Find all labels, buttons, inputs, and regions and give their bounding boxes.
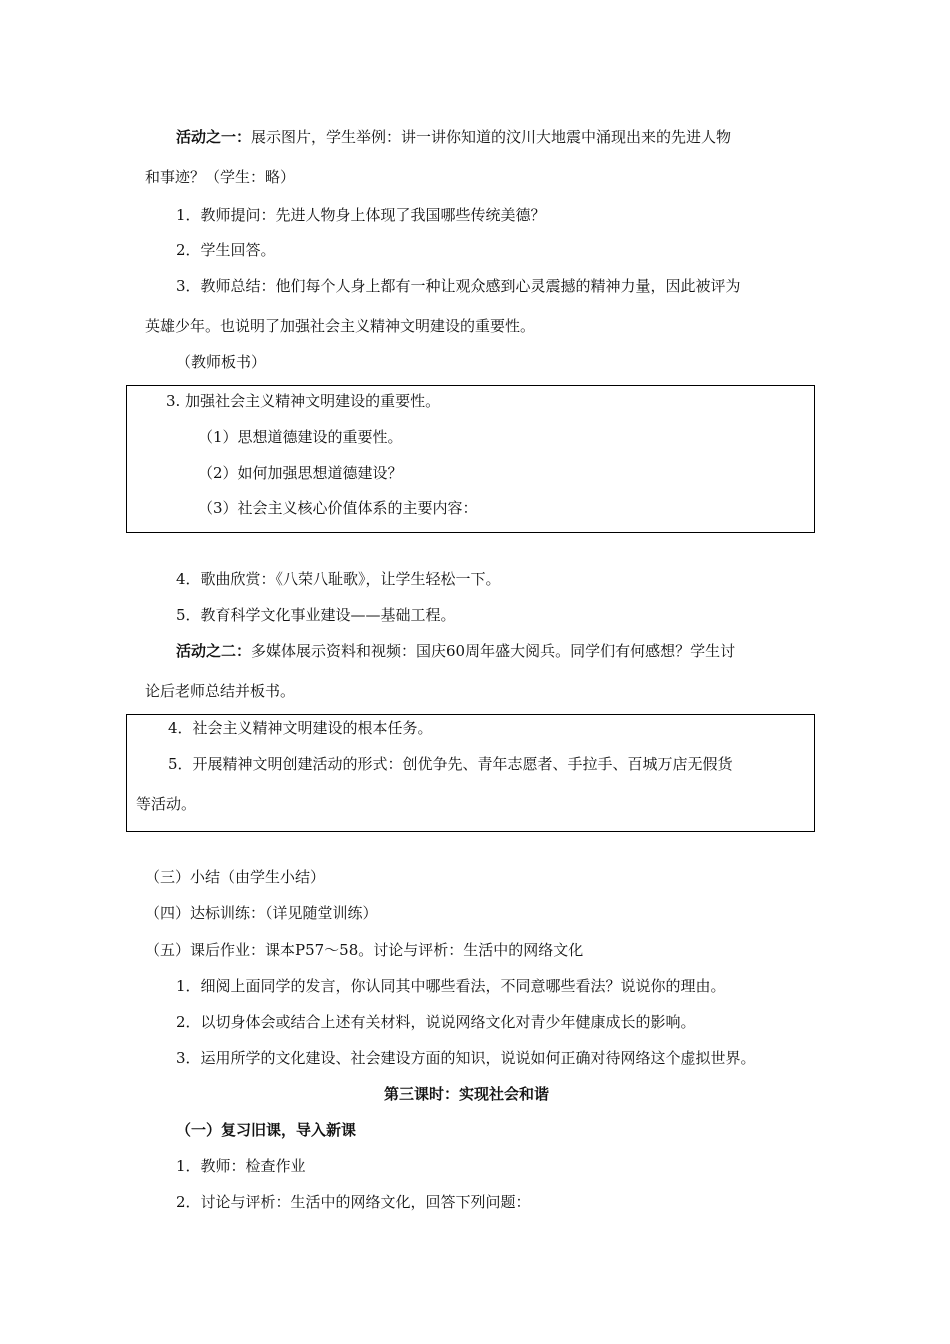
activity2-label: 活动之二： (176, 642, 252, 660)
activity1-label: 活动之一： (176, 128, 252, 146)
box2-line: 4．社会主义精神文明建设的根本任务。 (168, 719, 433, 737)
step-item: 3．教师总结：他们每个人身上都有一种让观众感到心灵震撼的精神力量，因此被评为 (176, 277, 741, 295)
box2-line: 5．开展精神文明创建活动的形式：创优争先、青年志愿者、手拉手、百城万店无假货 (168, 755, 733, 773)
step-item: 1．教师提问：先进人物身上体现了我国哪些传统美德？ (176, 206, 546, 224)
activity2-text-cont: 论后老师总结并板书。 (145, 682, 296, 700)
lesson3-title: 第三课时：实现社会和谐 (384, 1085, 550, 1103)
activity1-paragraph (176, 127, 731, 147)
box1-title: 3. 加强社会主义精神文明建设的重要性。 (166, 392, 441, 410)
step-item: 2．学生回答。 (176, 241, 276, 259)
training-heading: （四）达标训练：（详见随堂训练） (145, 904, 378, 922)
box1-item: （1）思想道德建设的重要性。 (198, 428, 403, 446)
review-item: 2．讨论与评析：生活中的网络文化，回答下列问题： (176, 1193, 531, 1211)
activity1-text-cont: 和事迹？（学生：略） (145, 168, 296, 186)
homework-item: 1．细阅上面同学的发言，你认同其中哪些看法，不同意哪些看法？说说你的理由。 (176, 977, 726, 995)
homework-item: 3．运用所学的文化建设、社会建设方面的知识，说说如何正确对待网络这个虚拟世界。 (176, 1049, 756, 1067)
review-item: 1．教师：检查作业 (176, 1157, 306, 1175)
homework-heading: （五）课后作业：课本P57～58。讨论与评析：生活中的网络文化 (145, 941, 584, 959)
activity2-text: 多媒体展示资料和视频：国庆60周年盛大阅兵。同学们有何感想？学生讨 (251, 642, 736, 660)
activity1-text: 展示图片，学生举例：讲一讲你知道的汶川大地震中涌现出来的先进人物 (251, 128, 732, 146)
summary-heading: （三）小结（由学生小结） (145, 868, 326, 886)
step-item-cont: 英雄少年。也说明了加强社会主义精神文明建设的重要性。 (145, 317, 536, 335)
activity2-paragraph (176, 641, 735, 661)
homework-item: 2．以切身体会或结合上述有关材料，说说网络文化对青少年健康成长的影响。 (176, 1013, 696, 1031)
step-item: 5．教育科学文化事业建设——基础工程。 (176, 606, 456, 624)
board-label: （教师板书） (176, 353, 267, 371)
box2-line: 等活动。 (136, 795, 197, 813)
review-heading: （一）复习旧课，导入新课 (176, 1121, 357, 1139)
box1-item: （3）社会主义核心价值体系的主要内容： (198, 499, 478, 517)
step-item: 4．歌曲欣赏：《八荣八耻歌》，让学生轻松一下。 (176, 570, 501, 588)
box1-item: （2）如何加强思想道德建设？ (198, 464, 403, 482)
